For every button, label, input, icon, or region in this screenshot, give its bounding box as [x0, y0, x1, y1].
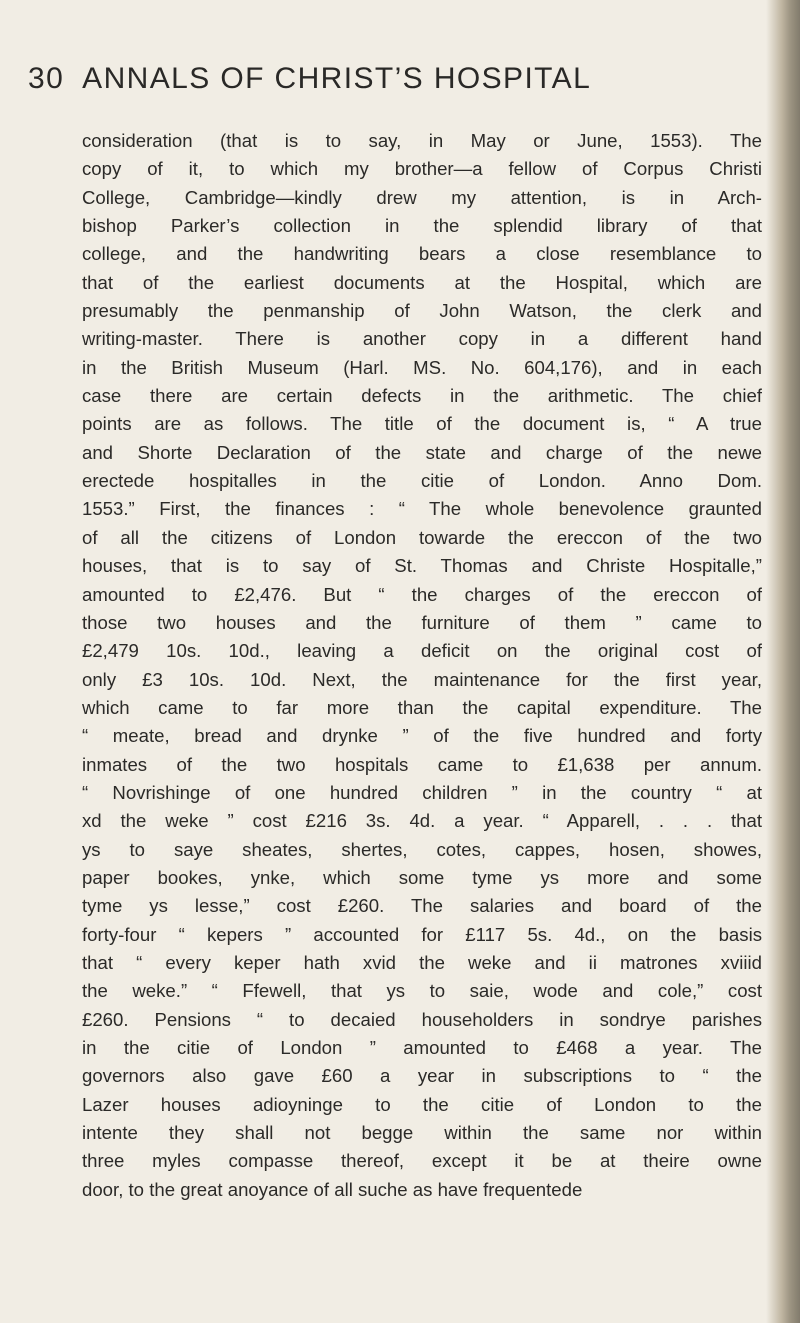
text-line: which came to far more than the capital expenditure. The: [82, 696, 762, 718]
text-line: amounted to £2,476. But “ the charges of the ereccon of: [82, 583, 762, 605]
text-line: ys to saye sheates, shertes, cotes, cappes, hosen, showes,: [82, 838, 762, 860]
text-line: consideration (that is to say, in May or June, 1553). The: [82, 130, 762, 151]
text-line: Lazer houses adioyninge to the citie of London to the: [82, 1093, 762, 1115]
text-line: paper bookes, ynke, which some tyme ys more and some: [82, 866, 762, 888]
page-edge-shadow: [766, 0, 800, 1323]
text-line: “ meate, bread and drynke ” of the five hundred and forty: [82, 725, 762, 747]
text-line: case there are certain defects in the arithmetic. The chief: [82, 385, 762, 407]
text-line: xd the weke ” cost £216 3s. 4d. a year. “ Apparell, . . . that: [82, 810, 762, 832]
running-title: ANNALS OF CHRIST’S HOSPITAL: [82, 62, 592, 95]
text-line: bishop Parker’s collection in the splendid library of that: [82, 215, 762, 237]
text-line: inmates of the two hospitals came to £1,638 per annum.: [82, 753, 762, 775]
text-line: only £3 10s. 10d. Next, the maintenance for the first year,: [82, 668, 762, 690]
text-line: door, to the great anoyance of all suche as have frequentede: [82, 1178, 583, 1200]
text-line: those two houses and the furniture of them ” came to: [82, 611, 762, 633]
text-line: in the citie of London ” amounted to £468 a year. The: [82, 1037, 762, 1058]
text-line: in the British Museum (Harl. MS. No. 604,176), and in each: [82, 356, 762, 378]
text-line: that of the earliest documents at the Hospital, which are: [82, 271, 762, 293]
body-text: [82, 127, 762, 1204]
text-line: “ Novrishinge of one hundred children ” in the country “ at: [82, 781, 762, 803]
text-line: £2,479 10s. 10d., leaving a deficit on the original cost of: [82, 640, 762, 662]
text-line: college, and the handwriting bears a close resemblance to: [82, 243, 762, 265]
text-line: presumably the penmanship of John Watson, the clerk and: [82, 300, 762, 322]
text-line: of all the citizens of London towarde the ereccon of the two: [82, 526, 762, 548]
text-line: governors also gave £60 a year in subscriptions to “ the: [82, 1065, 762, 1087]
text-line: and Shorte Declaration of the state and charge of the newe: [82, 441, 762, 463]
text-line: houses, that is to say of St. Thomas and Christe Hospitalle,”: [82, 555, 762, 577]
text-line: College, Cambridge—kindly drew my attention, is in Arch-: [82, 186, 762, 208]
text-line: erectede hospitalles in the citie of London. Anno Dom.: [82, 470, 762, 492]
text-line: three myles compasse thereof, except it be at theire owne: [82, 1150, 762, 1172]
text-line: forty-four “ kepers ” accounted for £117 5s. 4d., on the basis: [82, 923, 762, 945]
text-line: intente they shall not begge within the same nor within: [82, 1122, 762, 1144]
text-line: writing-master. There is another copy in a different hand: [82, 328, 762, 350]
text-line: tyme ys lesse,” cost £260. The salaries and board of the: [82, 895, 762, 917]
running-header: [28, 62, 768, 96]
text-line: that “ every keper hath xvid the weke and ii matrones xviiid: [82, 951, 762, 973]
text-line: 1553.” First, the finances : “ The whole benevolence graunted: [82, 498, 762, 520]
text-line: the weke.” “ Ffewell, that ys to saie, wode and cole,” cost: [82, 980, 762, 1002]
text-line: copy of it, to which my brother—a fellow of Corpus Christi: [82, 158, 762, 180]
text-line: points are as follows. The title of the document is, “ A true: [82, 413, 762, 435]
text-line: £260. Pensions “ to decaied householders in sondrye parishes: [82, 1008, 762, 1030]
page-number: 30: [28, 62, 65, 95]
